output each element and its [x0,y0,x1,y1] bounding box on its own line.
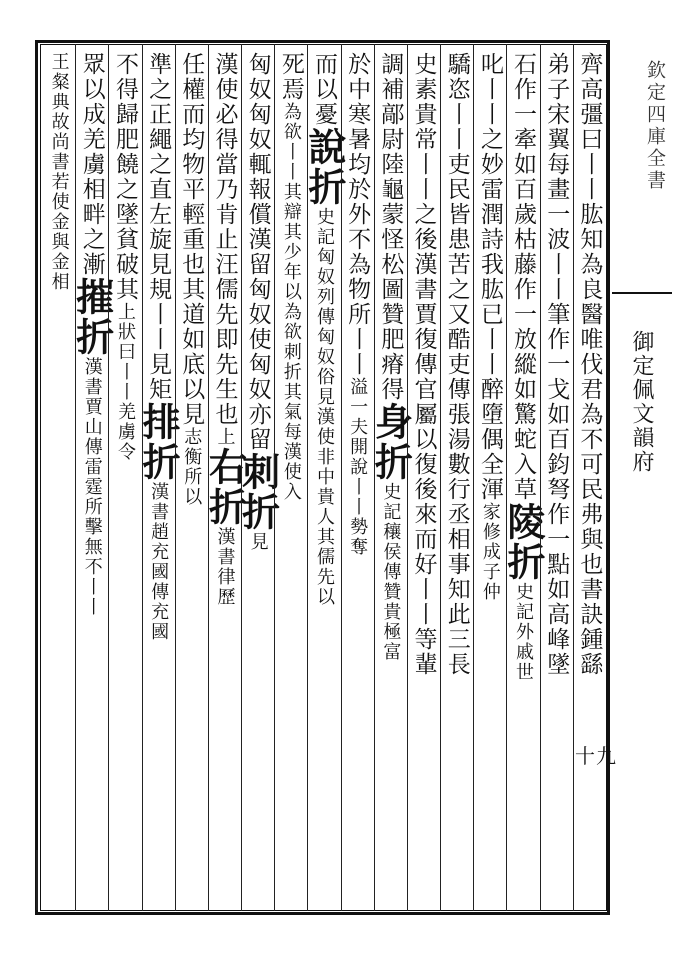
column-rule [473,44,474,911]
headword: 刺 [235,452,281,492]
text-column [302,52,347,902]
text-column [539,52,573,902]
column-rule [274,44,275,911]
headword: 折 [501,542,547,582]
column-rule [241,44,242,911]
text-column [440,52,474,902]
text-column [368,52,414,902]
column-rule [573,44,574,911]
annotation-text: 王粲典故尚書若使金與金相 [48,52,70,292]
column-rule [307,44,308,911]
body-text: 眾以成羌虜相畔之漸 [78,52,105,277]
body-text: 匈奴匈奴輒報償漢留匈奴使匈奴亦留 [244,52,271,452]
body-text: 驕恣丨丨吏民皆患苦之又酷吏傳張湯數行丞相事知此三長 [443,52,470,677]
column-rule [506,44,507,911]
body-text: 史素貴常丨丨之後漢書賈復傳官屬以復後來而好丨丨等輩 [410,52,437,677]
column-rule [208,44,209,911]
annotation-text: 史記穰侯傳贊貴極富 [380,482,402,662]
headword: 排 [136,402,182,442]
headword: 折 [235,492,281,532]
annotation-text: 漢書趙充國傳充國 [148,482,170,642]
text-column [69,52,115,902]
headword: 摧 [69,277,115,317]
text-column [473,52,507,902]
annotation-text: 上狀曰丨丨羌虜令 [114,302,136,462]
headword: 陵 [501,502,547,542]
headword: 折 [136,442,182,482]
annotation-text: 漢書賈山傳雷霆所擊無不丨丨 [81,357,103,617]
column-rule [440,44,441,911]
text-column [42,52,76,902]
annotation-text: 漢書律歷 [214,527,236,607]
body-text: 而以憂 [311,52,337,127]
page-number: 十九 [575,744,617,768]
column-rule [75,44,76,911]
headword: 折 [302,167,347,207]
annotation-text: 為欲丨丨其辯其少年以為欲刺折其氣每漢使入 [280,102,302,502]
annotation-text: 史記外戚世 [513,582,535,682]
headword: 身 [368,402,414,442]
body-text: 死焉 [277,52,304,102]
body-text: 石作一牽如百歲枯藤作一放縱如驚蛇入草 [510,52,537,502]
text-column [572,52,606,902]
body-text: 於中寒暑均於外不為物所丨丨 [344,52,371,377]
headword: 說 [302,127,347,167]
body-text: 調補鄗尉陸龜蒙怪松圖贊肥瘠得 [377,52,404,402]
column-rule [407,44,408,911]
annotation-text: 志衡所以 [181,427,203,507]
column-rule [374,44,375,911]
text-column [136,52,182,902]
book-title: 御定佩文韻府 [629,330,654,474]
column-rule [108,44,109,911]
annotation-text: 見 [247,532,269,552]
annotation-text: 家修成子仲 [479,502,501,602]
column-rule [142,44,143,911]
column-rule [175,44,176,911]
headword: 右 [202,447,248,487]
body-text: 漢使必得當乃肯止汪儒先即先生也 [211,52,238,427]
column-rule [540,44,541,911]
body-text: 叱丨丨之妙雷潤詩我肱已丨丨醉墮偶全渾 [476,52,503,502]
column-rule [341,44,342,911]
annotation-text: 溢一夫開說丨丨勢奪 [347,377,369,557]
annotation-text: 史記匈奴列傳匈奴俗見漢使非中貴人其儒先以 [314,207,335,607]
body-text: 準之正繩之直左旋見規丨丨見矩 [145,52,172,402]
body-text: 不得歸肥饒之墜貧破其 [111,52,138,302]
text-column [108,52,142,902]
body-text: 齊高彊曰丨丨肱知為良醫唯伐君為不可民弗與也書訣鍾繇 [576,52,603,677]
margin-header: 欽定四庫全書 [644,60,666,192]
text-column [501,52,547,902]
annotation-text: 上 [214,427,236,447]
headword: 折 [202,487,248,527]
body-text: 弟子宋翼每畫一波丨丨筆作一戈如百鈞弩作一點如高峰墜 [543,52,570,677]
headword: 折 [368,442,414,482]
body-text: 任權而均物平輕重也其道如底以見 [178,52,205,427]
headword: 折 [69,317,115,357]
margin-divider [612,292,672,294]
text-column [202,52,248,902]
